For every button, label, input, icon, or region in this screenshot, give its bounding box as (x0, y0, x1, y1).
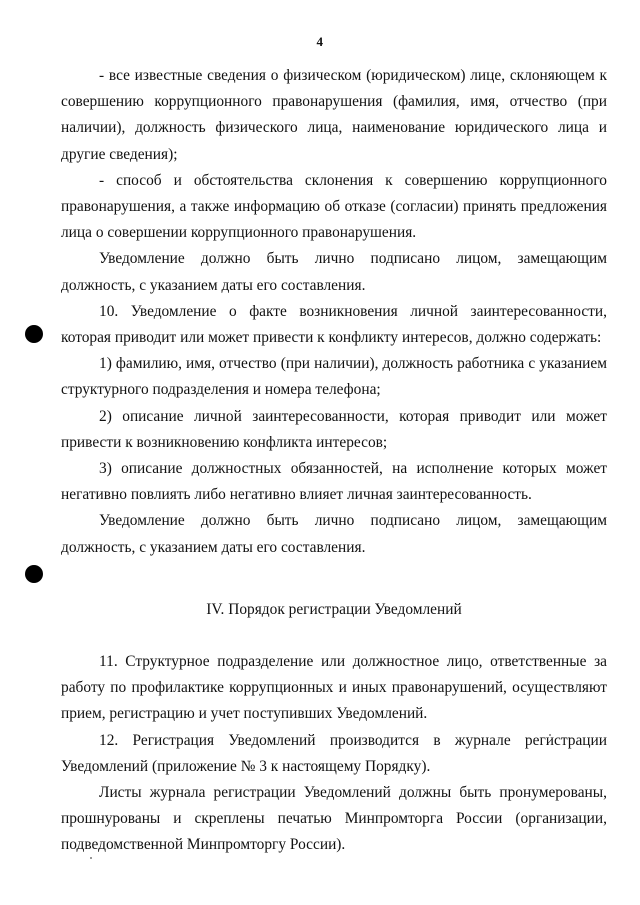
paragraph-signature-note: Уведомление должно быть лично подписано лицом, замещающим должность, с указанием даты его составления. (61, 250, 607, 294)
paragraph-signature-note-2: Уведомление должно быть лично подписано лицом, замещающим должность, с указанием даты его составления. (61, 512, 607, 556)
paragraph-journal-sheets: Листы журнала регистрации Уведомлений должны быть пронумерованы, прошнурованы и скреплены печатью Минпромторга России (организации, подведомственной Минпромторгу России). (61, 784, 607, 854)
paragraph-item-10: 10. Уведомление о факте возникновения личной заинтересованности, которая приводит или может привести к конфликту интересов, должно содержать: (61, 302, 607, 347)
paragraph-bullet-person-info: - все известные сведения о физическом (юридическом) лице, склоняющем к совершению коррупционного правонарушения (фамилия, имя, отчество (при наличии), должность физического лица, наименование юридического лица и другие сведения); (61, 67, 607, 163)
paragraph-item-10-1: 1) фамилию, имя, отчество (при наличии), должность работника с указанием структурного подразделения и номера телефона; (61, 355, 607, 399)
paragraph-item-10-3: 3) описание должностных обязанностей, на исполнение которых может негативно повлиять либо негативно влияет личная заинтересованность. (61, 460, 607, 504)
section-heading: IV. Порядок регистрации Уведомлений (206, 600, 462, 618)
paragraph-item-10-2: 2) описание личной заинтересованности, которая приводит или может привести к возникновению конфликта интересов; (61, 407, 607, 451)
document-body (61, 63, 607, 859)
punch-hole-mark (25, 565, 43, 583)
paragraph-item-12: 12. Регистрация Уведомлений производится в журнале регистрации Уведомлений (приложение № 3 к настоящему Порядку). (61, 731, 607, 775)
page-number: 4 (316, 34, 324, 49)
punch-hole-mark (25, 325, 43, 343)
paragraph-bullet-method: - способ и обстоятельства склонения к совершению коррупционного правонарушения, а также информацию об отказе (согласии) принять предложения лица о совершении коррупционного правонарушения. (61, 171, 607, 242)
paragraph-item-11: 11. Структурное подразделение или должностное лицо, ответственные за работу по профилактике коррупционных и иных правонарушений, осуществляют прием, регистрацию и учет поступивших Уведомлений. (61, 653, 607, 723)
